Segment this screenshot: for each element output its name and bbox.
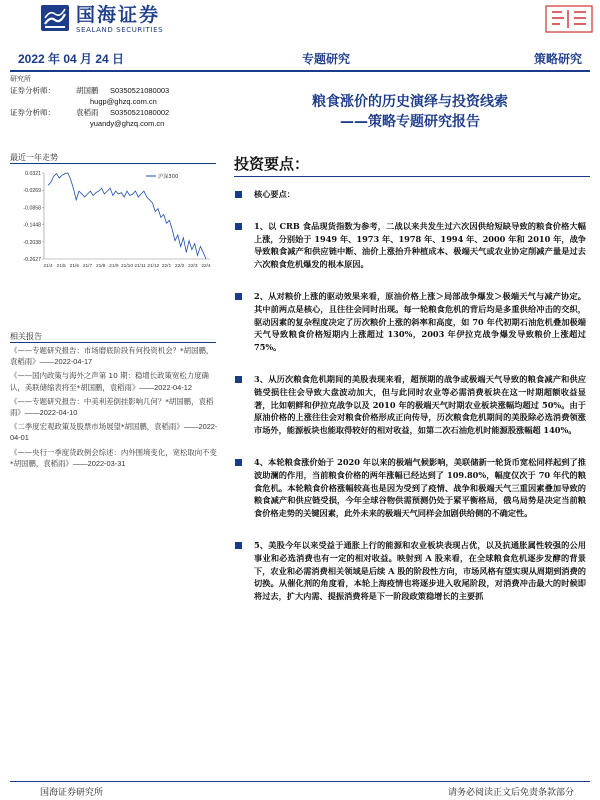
related-report-item[interactable]	[10, 370, 220, 392]
y-tick-label: -0.0269	[23, 188, 41, 195]
x-tick-label: 22/3	[188, 264, 198, 269]
analyst-name: 胡国鹏	[76, 86, 99, 95]
key-point	[254, 373, 586, 437]
report-date: 2022 年 04 月 24 日	[18, 52, 125, 66]
analyst-role: 证券分析师：	[10, 108, 55, 117]
key-points	[254, 188, 586, 603]
report-title-block	[230, 92, 590, 132]
related-reports-divider	[10, 342, 216, 343]
analyst-email[interactable]: yuandy@ghzq.com.cn	[90, 119, 165, 128]
sealand-logo-icon	[40, 4, 70, 32]
related-report-item[interactable]	[10, 447, 220, 469]
related-report-text: 《——央行一季度货政例会综述：内外围境变化，宽松取向不变*胡国鹏，袁稻雨》	[10, 447, 217, 468]
rating-seal-icon	[544, 4, 594, 34]
y-tick-label: -0.0858	[23, 205, 41, 212]
series-line-hs300	[48, 173, 206, 259]
x-tick-label: 21/10	[120, 264, 134, 269]
x-tick-label: 21/12	[147, 264, 160, 269]
trend-chart	[10, 167, 216, 275]
analyst-email[interactable]: hugp@ghzq.com.cn	[90, 97, 157, 106]
related-reports-list	[10, 345, 220, 472]
report-category: 策略研究	[533, 52, 582, 66]
footer-divider	[10, 781, 590, 782]
related-report-text: 《二季度宏观政策及股票市场展望*胡国鹏，袁稻雨》	[10, 422, 184, 432]
footer-source: 国海证券研究所	[40, 788, 104, 798]
analyst-row	[10, 85, 225, 96]
company-logo	[40, 4, 163, 35]
x-tick-label: 21/4	[43, 264, 53, 269]
y-tick-label: -0.2038	[23, 239, 41, 246]
analyst-cert: S0350521080002	[110, 108, 170, 117]
key-points-label: 核心要点：	[254, 188, 586, 201]
analyst-row	[10, 107, 225, 118]
square-bullet-icon	[235, 293, 242, 300]
related-report-date: ——2022-03-31	[72, 458, 126, 468]
key-point-text: 4、本轮粮食涨价始于 2020 年以来的极端气候影响，美联储新一轮货币宽松同样起到了推波助澜的作用，当前粮食价格的两年涨幅已经达到了 109.80%，幅度仅次于 70 年代的粮食危机。本轮粮食价格涨幅较高也是因为受到了疫情、战争和极端天气三重因素叠加导致的粮食减产和供应链受损，今年全球谷物供需预测仍处于紧平衡格局，俄乌局势是决定当前粮食价格走势的关键因素，此外未来的极端天气同样会加剧供给侧的不确定性。	[254, 456, 586, 519]
x-tick-label: 21/7	[82, 264, 93, 269]
research-institute-label: 研究所	[10, 75, 31, 83]
key-point-text: 1、以 CRB 食品现货指数为参考，二战以来共发生过六次因供给短缺导致的粮食价格大幅上涨，分别始于 1949 年、1973 年、1978 年、1994 年、2000 年和 2010 年，战争导致粮食减产和供应链中断、油价上涨抬升种植成本、极端天气或农业协定削减产量是过去六次粮食危机爆发的根本原因。	[254, 220, 586, 270]
analyst-info	[10, 74, 225, 129]
summary-heading: 投资要点：	[234, 155, 310, 173]
x-tick-label: 21/8	[95, 264, 106, 269]
related-reports-title: 相关报告	[10, 332, 42, 341]
related-report-item[interactable]	[10, 421, 220, 443]
report-type: 专题研究	[302, 52, 351, 66]
square-bullet-icon	[235, 542, 242, 549]
x-tick-label: 22/1	[161, 264, 172, 269]
x-tick-label: 21/6	[69, 264, 80, 269]
report-title: 粮食涨价的历史演绎与投资线索	[312, 94, 508, 110]
key-point-text: 2、从对粮价上涨的驱动效果来看，原油价格上涨＞局部战争爆发＞极端天气与减产协定。其中前两点是核心，且往往会同时出现。每一轮粮食危机的背后均是多重供给冲击的交织，驱动因素的复杂程度决定了历次粮价上涨的斜率和高度，如 70 年代初期石油危机叠加极端天气导致粮食价格短期内上涨超过 130%，2003 年伊拉克战争爆发导致粮价上涨超过 75%。	[254, 290, 586, 353]
x-tick-label: 22/4	[201, 264, 211, 269]
chart-title-divider	[10, 163, 216, 164]
footer-disclaimer: 请务必阅读正文后免责条款部分	[447, 788, 574, 798]
report-subtitle: ——策略专题研究报告	[340, 114, 480, 130]
key-point	[254, 456, 586, 520]
square-bullet-icon	[235, 376, 242, 383]
analyst-name: 袁稻雨	[76, 108, 99, 117]
related-report-item[interactable]	[10, 345, 220, 367]
x-tick-label: 22/2	[174, 264, 185, 269]
chart-title: 最近一年走势	[10, 153, 58, 162]
related-report-text: 《——国内政策与海外之声第 10 期：稳增长政策宽松力度确认，美联储缩表将至*胡国鹏，袁稻雨》	[10, 371, 209, 392]
related-report-text: 《——专题研究报告：市场磨底阶段有何投资机会？*胡国鹏，袁稻雨》	[10, 346, 214, 367]
y-tick-label: 0.0321	[25, 171, 41, 177]
square-bullet-icon	[235, 191, 242, 198]
report-header	[0, 0, 600, 76]
x-tick-label: 21/5	[56, 264, 66, 269]
analyst-role: 证券分析师：	[10, 86, 55, 95]
related-report-date: ——2022-04-12	[139, 382, 192, 392]
analyst-cert: S0350521080003	[110, 86, 170, 95]
legend-label: 沪深300	[158, 174, 179, 180]
logo-chinese-name: 国海证券	[76, 4, 161, 26]
x-tick-label: 21/9	[109, 264, 119, 269]
x-tick-label: 21/11	[134, 264, 146, 269]
square-bullet-icon	[235, 223, 242, 230]
related-report-item[interactable]	[10, 396, 220, 418]
header-divider	[10, 70, 590, 72]
y-tick-label: -0.2627	[23, 257, 41, 263]
key-point	[254, 539, 586, 603]
summary-divider	[234, 176, 590, 177]
related-report-date: ——2022-04-01	[10, 422, 218, 443]
related-report-text: 《——专题研究报告：中美利差倒挂影响几何？*胡国鹏，袁稻雨》	[10, 396, 214, 418]
key-point-text: 3、从历次粮食危机期间的美股表现来看，超预期的战争或极端天气导致的粮食减产和供应链受损往往会导致大盘波动加大，但与此同时农业等必需消费板块在这一时期超额收益显著，比如朝鲜和伊拉克战争以及 2010 年的极端天气时期农业板块涨幅均超过 50%。由于原油价格的上涨往往会对粮食价格形成正向传导，历次粮食危机期间的美股除必选消费领涨市场外，能源板块也能取得较好的相对收益，如第二次石油危机时能源股涨幅超 140%。	[254, 373, 586, 436]
y-tick-label: -0.1448	[23, 222, 41, 229]
logo-english-name: SEALAND SECURITIES	[76, 26, 164, 34]
key-point-text: 5、美股今年以来受益于通胀上行的能源和农业板块表现占优，以及抗通胀属性较强的公用事业和必选消费也有一定的相对收益。映射到 A 股来看，在全球粮食危机逐步发酵的背景下，农业和必需消费相关领域是后续 A 股的阶段性方向，市场风格有望实现从周期到消费的切换。从催化剂的角度看，本轮上海疫情也将逐步进入收尾阶段，对消费冲击最大的时候即将过去，扩大内需、提振消费将是下一阶段政策稳增长的主要抓	[254, 539, 586, 602]
related-report-date: ——2022-04-17	[39, 357, 93, 367]
square-bullet-icon	[235, 459, 242, 466]
related-report-date: ——2022-04-10	[24, 408, 78, 418]
key-point	[254, 290, 586, 354]
key-point	[254, 220, 586, 271]
